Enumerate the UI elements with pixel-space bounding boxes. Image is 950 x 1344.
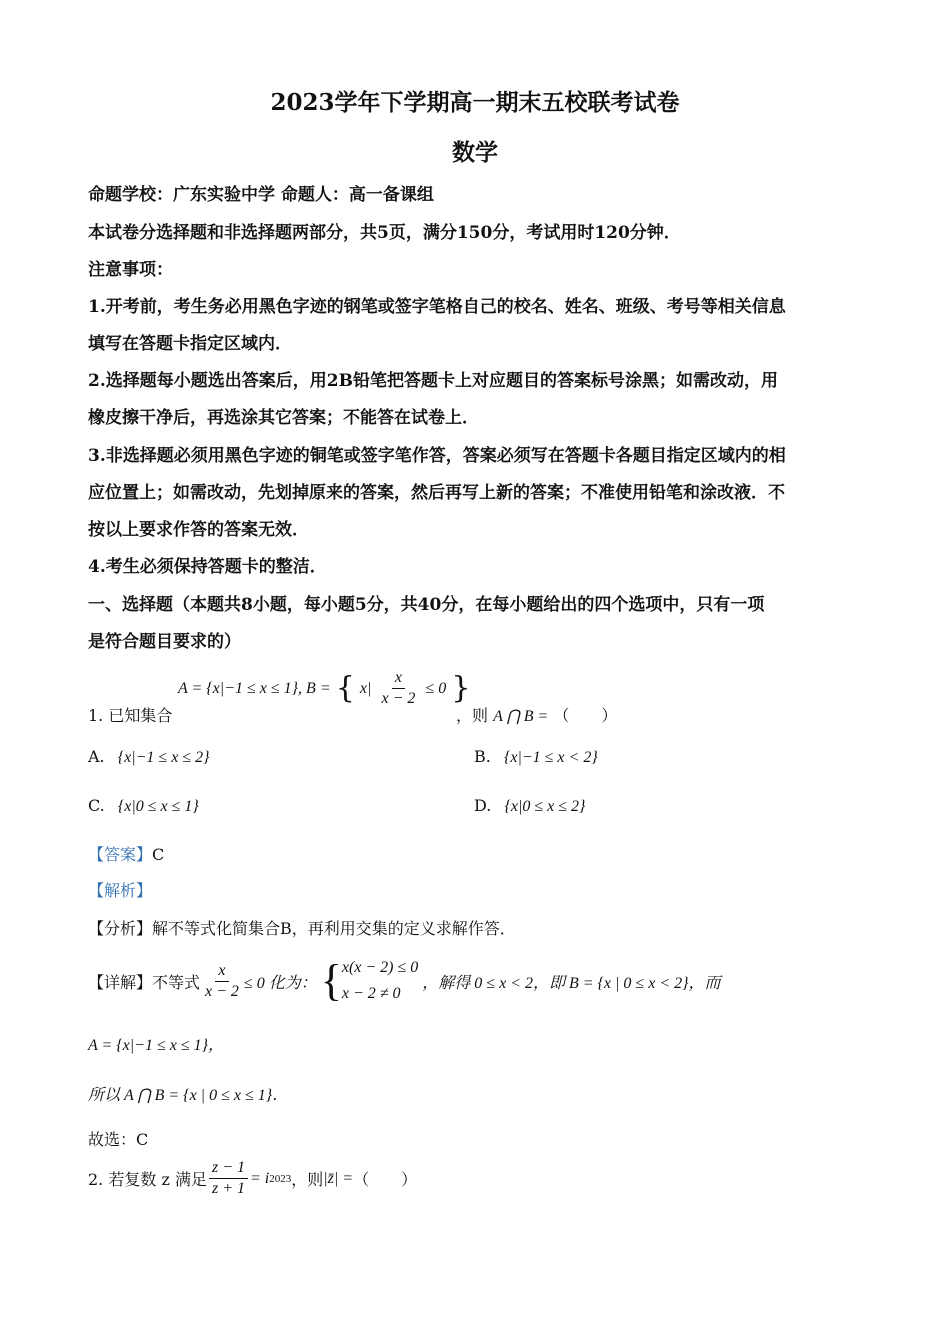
option-text: {x|0 ≤ x ≤ 1} bbox=[117, 798, 199, 815]
q1-fraction bbox=[378, 668, 418, 709]
xiangjie-tag: 【详解】不等式 bbox=[88, 972, 201, 992]
q2-prefix: 2. 若复数 z 满足 bbox=[88, 1170, 207, 1189]
q2-paren: （ ） bbox=[353, 1170, 418, 1189]
notice-line: 3.非选择题必须用黑色字迹的铜笔或签字笔作答，答案必须写在答题卡各题目指定区域内的相 bbox=[88, 446, 786, 466]
option-text: {x|−1 ≤ x < 2} bbox=[503, 749, 598, 766]
q2-fraction bbox=[209, 1158, 248, 1199]
q1-ask-line bbox=[456, 703, 617, 726]
fraction-numerator: z − 1 bbox=[209, 1158, 248, 1179]
intro-line: 本试卷分选择题和非选择题两部分，共5页，满分150分，考试用时120分钟． bbox=[88, 223, 681, 243]
fraction-denominator: x − 2 bbox=[381, 690, 416, 707]
q1-final: 故选：C bbox=[88, 1130, 149, 1149]
q2-eq: = i bbox=[250, 1169, 270, 1187]
q1-option-a bbox=[88, 747, 210, 767]
q1-xiangjie bbox=[88, 955, 721, 1007]
q1-option-b bbox=[474, 747, 598, 767]
option-text: {x|−1 ≤ x ≤ 2} bbox=[117, 749, 210, 766]
notice-line: 4.考生必须保持答题卡的整洁． bbox=[88, 557, 327, 577]
meta-line: 命题学校：广东实验中学 命题人：高一备课组 bbox=[88, 185, 434, 205]
inequality-system bbox=[321, 955, 419, 1007]
option-label: B. bbox=[474, 747, 491, 766]
notice-line: 填写在答题卡指定区域内． bbox=[88, 334, 292, 354]
notice-line: 应位置上；如需改动，先划掉原来的答案，然后再写上新的答案；不准使用铅笔和涂改液．不 bbox=[88, 483, 785, 503]
close-brace: } bbox=[451, 670, 471, 706]
q2-ask: |z̄| = bbox=[323, 1169, 354, 1187]
q2-line bbox=[88, 1158, 417, 1199]
option-text: {x|0 ≤ x ≤ 2} bbox=[504, 798, 586, 815]
fraction-denominator: z + 1 bbox=[211, 1180, 245, 1197]
xiangjie-solve: ，解得 0 ≤ x < 2，即 B = {x | 0 ≤ x < 2}，而 bbox=[422, 974, 721, 992]
fraction-denominator: x − 2 bbox=[205, 982, 239, 1000]
q1-fenxi: 【分析】解不等式化简集合B，再利用交集的定义求解作答． bbox=[88, 919, 516, 938]
section-heading: 是符合题目要求的） bbox=[88, 632, 241, 652]
q1-paren: （ ） bbox=[553, 706, 618, 725]
q1-setb-inner: x| bbox=[359, 680, 372, 697]
q1-setb-tail: ≤ 0 bbox=[425, 680, 447, 697]
notice-line: 橡皮擦干净后，再选涂其它答案；不能答在试卷上． bbox=[88, 408, 479, 428]
open-brace: { bbox=[335, 670, 355, 706]
notice-heading: 注意事项： bbox=[88, 260, 173, 280]
q2-suffix: ，则 bbox=[291, 1170, 324, 1189]
q1-ask: A ⋂ B = bbox=[493, 708, 549, 725]
notice-line: 1.开考前，考生务必用黑色字迹的钢笔或签字笔格自己的校名、姓名、班级、考号等相关信息 bbox=[88, 297, 786, 317]
system-row: x − 2 ≠ 0 bbox=[341, 985, 401, 1002]
system-row: x(x − 2) ≤ 0 bbox=[341, 959, 419, 976]
xiangjie-le: ≤ 0 化为： bbox=[243, 974, 317, 992]
analysis-tag: 【解析】 bbox=[88, 881, 153, 900]
notice-line: 2.选择题每小题选出答案后，用2B铅笔把答题卡上对应题目的答案标号涂黑；如需改动，用 bbox=[88, 371, 778, 391]
q1-suffix: ，则 bbox=[456, 706, 489, 725]
q2-exponent: 2023 bbox=[269, 1172, 292, 1185]
exam-title: 2023学年下学期高一期末五校联考试卷 bbox=[270, 89, 680, 116]
q1-set-expression bbox=[178, 668, 470, 709]
xiangjie-fraction bbox=[202, 961, 242, 1002]
answer-value: C bbox=[152, 845, 165, 864]
fraction-numerator: x bbox=[215, 961, 228, 982]
q1-option-d bbox=[474, 796, 585, 816]
fraction-numerator: x bbox=[392, 668, 405, 689]
exam-subject: 数学 bbox=[452, 139, 498, 166]
section-heading: 一、选择题（本题共8小题，每小题5分，共40分，在每小题给出的四个选项中，只有一项 bbox=[88, 595, 765, 615]
option-label: A. bbox=[88, 747, 105, 766]
q1-xiangjie-a: A = {x|−1 ≤ x ≤ 1}， bbox=[88, 1037, 225, 1054]
notice-line: 按以上要求作答的答案无效． bbox=[88, 520, 309, 540]
q1-xiangjie-so: 所以 A ⋂ B = {x | 0 ≤ x ≤ 1}． bbox=[88, 1087, 289, 1104]
system-brace: { bbox=[320, 956, 342, 1005]
q1-answer-line bbox=[88, 842, 164, 865]
option-label: C. bbox=[88, 796, 105, 815]
q1-prefix: 1. 已知集合 bbox=[88, 706, 173, 725]
option-label: D. bbox=[474, 796, 492, 815]
q1-option-c bbox=[88, 796, 199, 816]
answer-tag: 【答案】 bbox=[88, 845, 153, 864]
q1-set-a: A = {x|−1 ≤ x ≤ 1}, B = bbox=[178, 680, 331, 697]
